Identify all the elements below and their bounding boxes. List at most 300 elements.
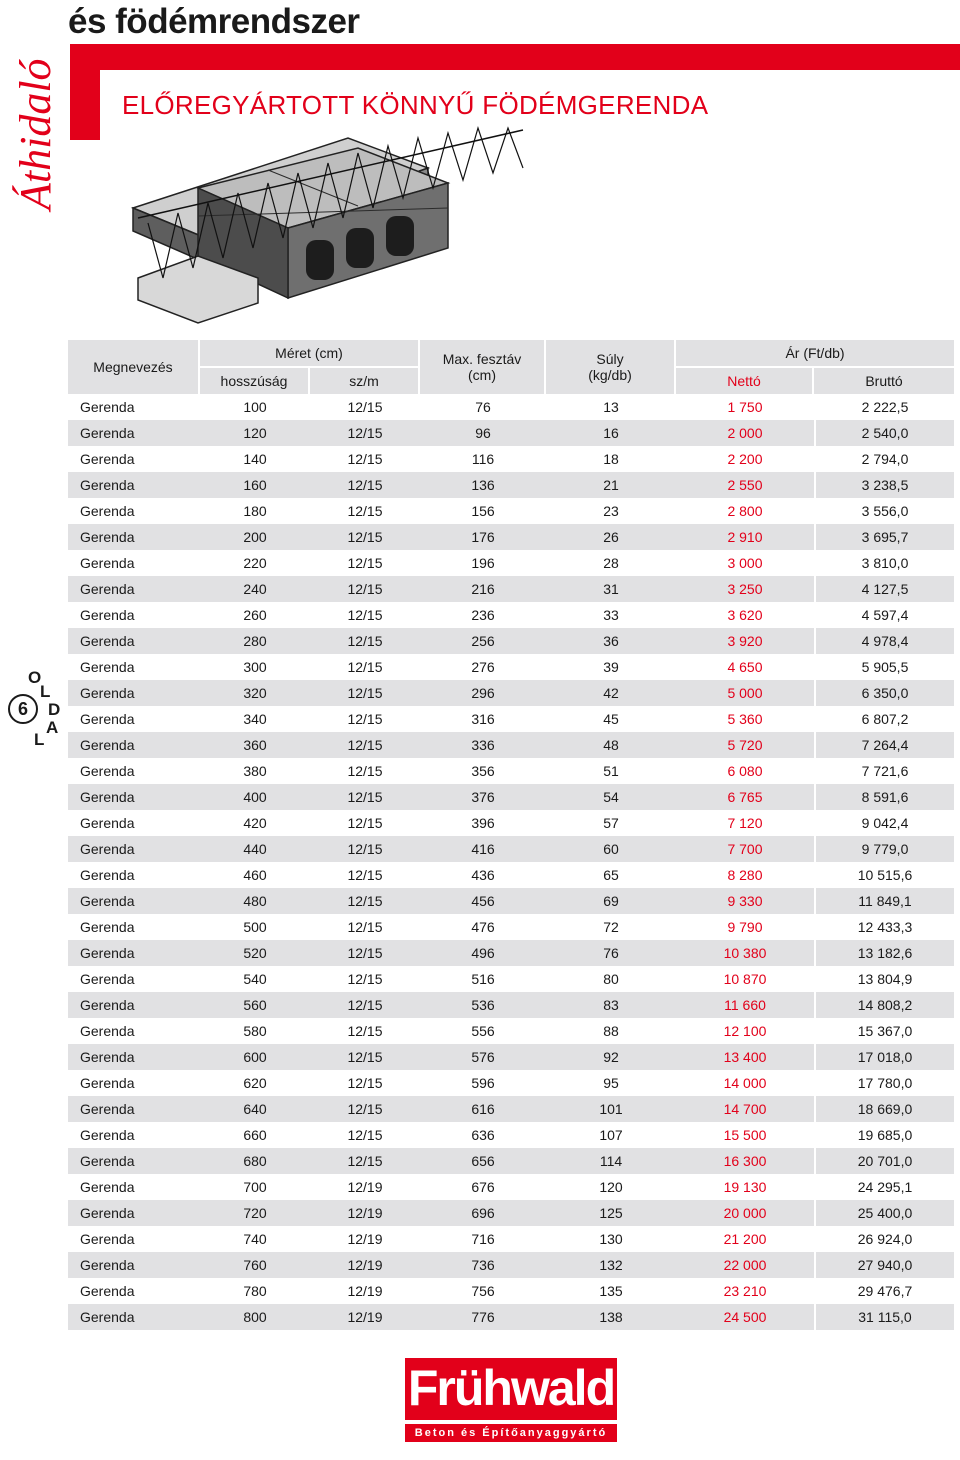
row-name: Gerenda: [68, 888, 200, 914]
row-weight: 125: [546, 1200, 676, 1226]
row-net-price: 10 380: [676, 940, 814, 966]
table-row: [68, 1304, 954, 1330]
row-gross-price: 3 556,0: [814, 498, 954, 524]
row-name: Gerenda: [68, 1148, 200, 1174]
row-gross-price: 7 721,6: [814, 758, 954, 784]
table-row: [68, 940, 954, 966]
row-net-price: 9 330: [676, 888, 814, 914]
row-weight: 28: [603, 555, 619, 571]
row-cross-section: 12/15: [347, 451, 383, 467]
row-cross-section: 12/15: [310, 420, 420, 446]
row-name: Gerenda: [68, 576, 200, 602]
table-row: [68, 1096, 954, 1122]
row-max-span: 256: [420, 628, 546, 654]
row-length: 540: [243, 971, 267, 987]
row-name: Gerenda: [68, 732, 200, 758]
table-row: [68, 966, 954, 992]
row-gross-price: 25 400,0: [814, 1200, 954, 1226]
row-cross-section: 12/15: [310, 784, 420, 810]
row-cross-section: 12/19: [347, 1231, 383, 1247]
row-weight: 42: [546, 680, 676, 706]
row-cross-section: 12/15: [347, 503, 383, 519]
table-row: [68, 394, 954, 420]
row-weight: 132: [546, 1252, 676, 1278]
row-weight: 76: [546, 940, 676, 966]
row-weight: 101: [546, 1096, 676, 1122]
row-net-price: 24 500: [676, 1304, 814, 1330]
row-length: 120: [200, 420, 310, 446]
row-weight: 72: [603, 919, 619, 935]
row-net-price: 15 500: [723, 1127, 767, 1143]
page-word-letter: D: [48, 700, 61, 719]
row-cross-section: 12/15: [347, 867, 383, 883]
table-row: [68, 1174, 954, 1200]
row-length: 620: [243, 1075, 267, 1091]
row-net-price: 5 000: [676, 680, 814, 706]
table-row: [68, 784, 954, 810]
row-max-span: 96: [420, 420, 546, 446]
table-row: [68, 1148, 954, 1174]
row-length: 660: [243, 1127, 267, 1143]
row-name: Gerenda: [80, 1075, 135, 1091]
row-cross-section: 12/19: [310, 1304, 420, 1330]
row-weight: 107: [599, 1127, 623, 1143]
table-row: [68, 1278, 954, 1304]
row-name: Gerenda: [80, 399, 135, 415]
row-gross-price: 5 905,5: [814, 654, 954, 680]
row-weight: 33: [603, 607, 619, 623]
row-name: Gerenda: [68, 680, 200, 706]
page-word-letter: O: [28, 668, 42, 687]
row-cross-section: 12/15: [347, 659, 383, 675]
row-weight: 69: [546, 888, 676, 914]
row-weight: 120: [599, 1179, 623, 1195]
row-net-price: 23 210: [723, 1283, 767, 1299]
row-cross-section: 12/15: [310, 992, 420, 1018]
row-weight: 65: [603, 867, 619, 883]
row-name: Gerenda: [68, 472, 200, 498]
row-weight: 26: [546, 524, 676, 550]
logo-tagline: Beton és Építőanyaggyártó Kft.: [405, 1424, 617, 1442]
product-title: ELŐREGYÁRTOTT KÖNNYŰ FÖDÉMGERENDA: [122, 90, 709, 120]
table-row: [68, 888, 954, 914]
header-weight-line2: (kg/db): [588, 367, 632, 383]
row-name: Gerenda: [80, 1023, 135, 1039]
row-name: Gerenda: [80, 919, 135, 935]
row-weight: 114: [546, 1148, 676, 1174]
row-length: 500: [243, 919, 267, 935]
row-net-price: 2 200: [727, 451, 763, 467]
row-cross-section: 12/15: [347, 399, 383, 415]
row-cross-section: 12/15: [310, 1044, 420, 1070]
row-max-span: 296: [420, 680, 546, 706]
row-name: Gerenda: [80, 659, 135, 675]
row-max-span: 76: [475, 399, 491, 415]
row-name: Gerenda: [68, 784, 200, 810]
row-max-span: 656: [420, 1148, 546, 1174]
row-name: Gerenda: [80, 451, 135, 467]
logo-brand: Frühwald: [405, 1358, 617, 1420]
row-name: Gerenda: [80, 1283, 135, 1299]
beam-product-illustration: [128, 128, 528, 323]
row-weight: 130: [599, 1231, 623, 1247]
row-max-span: 136: [420, 472, 546, 498]
row-cross-section: 12/15: [347, 815, 383, 831]
row-cross-section: 12/15: [310, 472, 420, 498]
row-max-span: 556: [471, 1023, 495, 1039]
row-name: Gerenda: [80, 503, 135, 519]
row-cross-section: 12/15: [310, 628, 420, 654]
row-cross-section: 12/15: [347, 919, 383, 935]
header-max-span-line1: Max. fesztáv: [442, 351, 522, 367]
price-table: [68, 340, 954, 1330]
row-max-span: 696: [420, 1200, 546, 1226]
row-length: 800: [200, 1304, 310, 1330]
row-gross-price: 26 924,0: [814, 1226, 954, 1252]
row-max-span: 596: [471, 1075, 495, 1091]
row-gross-price: 10 515,6: [814, 862, 954, 888]
row-gross-price: 29 476,7: [814, 1278, 954, 1304]
table-row: [68, 628, 954, 654]
row-weight: 92: [546, 1044, 676, 1070]
row-weight: 83: [546, 992, 676, 1018]
row-length: 680: [200, 1148, 310, 1174]
row-max-span: 516: [471, 971, 495, 987]
row-gross-price: 19 685,0: [814, 1122, 954, 1148]
row-length: 400: [200, 784, 310, 810]
row-gross-price: 17 780,0: [814, 1070, 954, 1096]
row-cross-section: 12/15: [310, 524, 420, 550]
table-row: [68, 550, 954, 576]
table-row: [68, 472, 954, 498]
row-length: 600: [200, 1044, 310, 1070]
row-length: 720: [200, 1200, 310, 1226]
row-max-span: 336: [420, 732, 546, 758]
table-row: [68, 420, 954, 446]
row-net-price: 22 000: [676, 1252, 814, 1278]
row-cross-section: 12/15: [347, 763, 383, 779]
price-table-body: [68, 394, 954, 1330]
row-gross-price: 2 222,5: [814, 394, 954, 420]
row-name: Gerenda: [68, 992, 200, 1018]
row-weight: 138: [546, 1304, 676, 1330]
side-category-label: Áthidaló: [11, 58, 60, 210]
row-length: 180: [243, 503, 267, 519]
table-row: [68, 706, 954, 732]
row-gross-price: 2 540,0: [814, 420, 954, 446]
table-row: [68, 1070, 954, 1096]
row-max-span: 456: [420, 888, 546, 914]
row-max-span: 116: [471, 451, 495, 467]
row-length: 220: [243, 555, 267, 571]
header-weight: [546, 340, 676, 394]
row-gross-price: 18 669,0: [814, 1096, 954, 1122]
table-row: [68, 1252, 954, 1278]
row-max-span: 496: [420, 940, 546, 966]
row-name: Gerenda: [80, 711, 135, 727]
row-cross-section: 12/15: [347, 555, 383, 571]
table-row: [68, 1018, 954, 1044]
row-weight: 45: [603, 711, 619, 727]
row-net-price: 3 000: [727, 555, 763, 571]
table-row: [68, 836, 954, 862]
row-weight: 60: [546, 836, 676, 862]
row-net-price: 19 130: [723, 1179, 767, 1195]
row-name: Gerenda: [80, 763, 135, 779]
row-max-span: 576: [420, 1044, 546, 1070]
row-max-span: 396: [471, 815, 495, 831]
table-row: [68, 654, 954, 680]
company-logo: [405, 1358, 617, 1457]
row-length: 580: [243, 1023, 267, 1039]
row-gross-price: 8 591,6: [814, 784, 954, 810]
row-length: 640: [200, 1096, 310, 1122]
row-max-span: 716: [471, 1231, 495, 1247]
row-name: Gerenda: [80, 555, 135, 571]
row-gross-price: 4 127,5: [814, 576, 954, 602]
row-cross-section: 12/15: [347, 1075, 383, 1091]
header-name: Megnevezés: [68, 340, 200, 394]
row-length: 100: [243, 399, 267, 415]
row-cross-section: 12/19: [347, 1283, 383, 1299]
row-cross-section: 12/19: [347, 1179, 383, 1195]
header-max-span-line2: (cm): [468, 367, 496, 383]
row-name: Gerenda: [68, 1304, 200, 1330]
header-max-span: [420, 340, 546, 394]
row-weight: 13: [603, 399, 619, 415]
row-max-span: 756: [471, 1283, 495, 1299]
row-length: 260: [243, 607, 267, 623]
row-length: 140: [243, 451, 267, 467]
row-weight: 21: [546, 472, 676, 498]
row-weight: 18: [603, 451, 619, 467]
row-net-price: 13 400: [676, 1044, 814, 1070]
row-length: 700: [243, 1179, 267, 1195]
row-gross-price: 2 794,0: [814, 446, 954, 472]
row-gross-price: 27 940,0: [814, 1252, 954, 1278]
row-net-price: 7 700: [676, 836, 814, 862]
row-net-price: 3 250: [676, 576, 814, 602]
header-gross-price: Bruttó: [814, 368, 954, 394]
row-cross-section: 12/15: [310, 888, 420, 914]
table-row: [68, 524, 954, 550]
row-gross-price: 17 018,0: [814, 1044, 954, 1070]
row-net-price: 20 000: [676, 1200, 814, 1226]
table-row: [68, 446, 954, 472]
row-max-span: 156: [471, 503, 495, 519]
row-length: 360: [200, 732, 310, 758]
row-net-price: 2 550: [676, 472, 814, 498]
row-max-span: 416: [420, 836, 546, 862]
row-net-price: 6 765: [676, 784, 814, 810]
row-name: Gerenda: [68, 1200, 200, 1226]
page-number: 6: [8, 694, 38, 724]
header-size-group: Méret (cm): [200, 340, 420, 368]
header-length: hosszúság: [200, 368, 310, 394]
row-max-span: 436: [471, 867, 495, 883]
header-price-group: Ár (Ft/db): [676, 340, 954, 368]
row-length: 320: [200, 680, 310, 706]
header-weight-line1: Súly: [596, 351, 624, 367]
row-weight: 36: [546, 628, 676, 654]
row-gross-price: 12 433,3: [814, 914, 954, 940]
header-net-price: Nettó: [676, 368, 814, 394]
table-row: [68, 680, 954, 706]
row-gross-price: 11 849,1: [814, 888, 954, 914]
row-name: Gerenda: [80, 1179, 135, 1195]
row-gross-price: 7 264,4: [814, 732, 954, 758]
header-red-corner: [70, 44, 100, 140]
row-cross-section: 12/15: [347, 971, 383, 987]
row-weight: 31: [546, 576, 676, 602]
row-gross-price: 13 182,6: [814, 940, 954, 966]
row-max-span: 636: [471, 1127, 495, 1143]
header-red-bar: [70, 44, 960, 70]
row-net-price: 5 720: [676, 732, 814, 758]
row-weight: 135: [599, 1283, 623, 1299]
row-gross-price: 6 807,2: [814, 706, 954, 732]
row-net-price: 14 000: [723, 1075, 767, 1091]
row-gross-price: 31 115,0: [814, 1304, 954, 1330]
row-gross-price: 3 695,7: [814, 524, 954, 550]
row-weight: 51: [603, 763, 619, 779]
row-max-span: 616: [420, 1096, 546, 1122]
row-gross-price: 4 597,4: [814, 602, 954, 628]
table-row: [68, 1044, 954, 1070]
row-net-price: 2 800: [727, 503, 763, 519]
row-gross-price: 14 808,2: [814, 992, 954, 1018]
row-length: 740: [243, 1231, 267, 1247]
row-net-price: 3 920: [676, 628, 814, 654]
row-length: 460: [243, 867, 267, 883]
row-length: 160: [200, 472, 310, 498]
row-length: 280: [200, 628, 310, 654]
row-max-span: 736: [420, 1252, 546, 1278]
row-name: Gerenda: [68, 1252, 200, 1278]
table-row: [68, 1200, 954, 1226]
row-max-span: 176: [420, 524, 546, 550]
row-weight: 39: [603, 659, 619, 675]
row-name: Gerenda: [68, 524, 200, 550]
table-row: [68, 992, 954, 1018]
row-max-span: 676: [471, 1179, 495, 1195]
row-name: Gerenda: [80, 971, 135, 987]
table-row: [68, 862, 954, 888]
row-max-span: 776: [420, 1304, 546, 1330]
row-cross-section: 12/15: [310, 680, 420, 706]
row-name: Gerenda: [80, 867, 135, 883]
row-weight: 16: [546, 420, 676, 446]
row-length: 440: [200, 836, 310, 862]
row-net-price: 2 000: [676, 420, 814, 446]
table-row: [68, 758, 954, 784]
row-name: Gerenda: [80, 607, 135, 623]
row-net-price: 7 120: [727, 815, 763, 831]
row-gross-price: 13 804,9: [814, 966, 954, 992]
row-net-price: 4 650: [727, 659, 763, 675]
row-weight: 57: [603, 815, 619, 831]
row-max-span: 316: [471, 711, 495, 727]
row-gross-price: 4 978,4: [814, 628, 954, 654]
row-name: Gerenda: [68, 628, 200, 654]
page-word-letter: L: [34, 730, 45, 749]
row-length: 760: [200, 1252, 310, 1278]
row-name: Gerenda: [68, 420, 200, 446]
table-row: [68, 602, 954, 628]
row-gross-price: 6 350,0: [814, 680, 954, 706]
table-row: [68, 498, 954, 524]
row-length: 780: [243, 1283, 267, 1299]
row-cross-section: 12/19: [310, 1252, 420, 1278]
row-net-price: 3 620: [727, 607, 763, 623]
row-net-price: 21 200: [723, 1231, 767, 1247]
row-net-price: 1 750: [727, 399, 763, 415]
table-row: [68, 1122, 954, 1148]
row-max-span: 236: [471, 607, 495, 623]
table-row: [68, 576, 954, 602]
row-net-price: 12 100: [723, 1023, 767, 1039]
row-gross-price: 3 810,0: [814, 550, 954, 576]
row-cross-section: 12/15: [310, 836, 420, 862]
row-name: Gerenda: [80, 1127, 135, 1143]
row-cross-section: 12/15: [310, 1148, 420, 1174]
row-max-span: 356: [471, 763, 495, 779]
row-max-span: 476: [471, 919, 495, 935]
row-net-price: 2 910: [676, 524, 814, 550]
row-cross-section: 12/19: [310, 1200, 420, 1226]
row-name: Gerenda: [80, 1231, 135, 1247]
row-net-price: 14 700: [676, 1096, 814, 1122]
row-weight: 54: [546, 784, 676, 810]
row-length: 200: [200, 524, 310, 550]
row-name: Gerenda: [68, 836, 200, 862]
row-weight: 48: [546, 732, 676, 758]
row-length: 420: [243, 815, 267, 831]
row-max-span: 276: [471, 659, 495, 675]
row-length: 560: [200, 992, 310, 1018]
row-gross-price: 20 701,0: [814, 1148, 954, 1174]
table-row: [68, 914, 954, 940]
row-length: 240: [200, 576, 310, 602]
row-cross-section: 12/15: [310, 940, 420, 966]
row-weight: 95: [603, 1075, 619, 1091]
row-max-span: 216: [420, 576, 546, 602]
row-cross-section: 12/15: [347, 711, 383, 727]
section-title: és födémrendszer: [68, 2, 360, 41]
row-max-span: 376: [420, 784, 546, 810]
row-net-price: 16 300: [676, 1148, 814, 1174]
row-cross-section: 12/15: [347, 607, 383, 623]
page-word-letter: A: [46, 718, 59, 737]
row-length: 520: [200, 940, 310, 966]
table-row: [68, 732, 954, 758]
row-length: 480: [200, 888, 310, 914]
row-name: Gerenda: [68, 1044, 200, 1070]
row-max-span: 536: [420, 992, 546, 1018]
row-max-span: 196: [471, 555, 495, 571]
row-cross-section: 12/15: [310, 1096, 420, 1122]
row-gross-price: 24 295,1: [814, 1174, 954, 1200]
row-net-price: 10 870: [723, 971, 767, 987]
row-name: Gerenda: [68, 940, 200, 966]
row-cross-section: 12/15: [347, 1023, 383, 1039]
row-weight: 23: [603, 503, 619, 519]
row-gross-price: 3 238,5: [814, 472, 954, 498]
row-net-price: 9 790: [727, 919, 763, 935]
row-name: Gerenda: [80, 815, 135, 831]
row-length: 380: [243, 763, 267, 779]
table-row: [68, 1226, 954, 1252]
